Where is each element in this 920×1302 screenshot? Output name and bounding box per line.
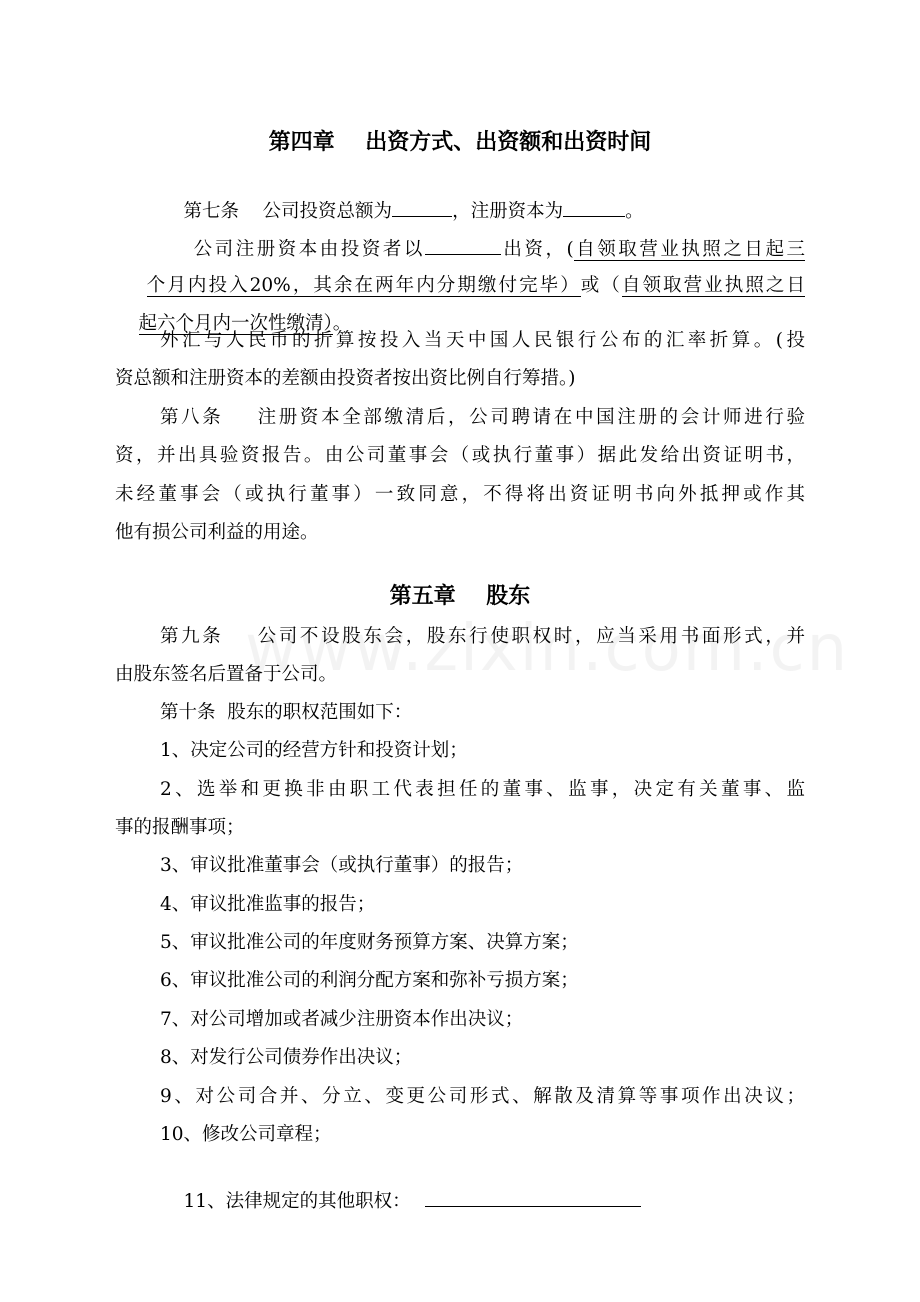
other-powers-blank[interactable] xyxy=(425,1186,641,1207)
chapter-5-heading: 第五章 股东 xyxy=(389,584,531,609)
capital-text-b: 出资，( xyxy=(500,239,574,260)
capital-option-1-part-1: 自领取营业执照之日起三 xyxy=(573,239,805,260)
power-item-11 xyxy=(160,1160,805,1241)
capital-text-or: 或（ xyxy=(580,275,622,296)
article-7-text-a: 第七条 公司投资总额为 xyxy=(183,201,393,222)
article-9-line-2: 由股东签名后置备于公司。 xyxy=(115,664,338,685)
power-item-9: 9、对公司合并、分立、变更公司形式、解散及清算等事项作出决议； xyxy=(160,1086,805,1107)
power-item-11-text: 11、法律规定的其他职权： xyxy=(183,1191,411,1212)
fx-paragraph-line-2: 资总额和注册资本的差额由投资者按出资比例自行筹措。) xyxy=(115,368,576,389)
article-7-text-c: 。 xyxy=(625,201,644,222)
power-item-2-line-2: 事的报酬事项； xyxy=(115,817,245,838)
capital-option-1-part-2: 个月内投入20%，其余在两年内分期缴付完毕） xyxy=(146,275,581,296)
article-9-line-1: 第九条 公司不设股东会，股东行使职权时，应当采用书面形式，并 xyxy=(160,626,805,647)
article-8-line-3: 未经董事会（或执行董事）一致同意，不得将出资证明书向外抵押或作其 xyxy=(115,484,805,505)
power-item-5: 5、审议批准公司的年度财务预算方案、决算方案； xyxy=(160,932,579,953)
chapter-4-heading: 第四章 出资方式、出资额和出资时间 xyxy=(268,130,652,155)
capital-text-end: 。 xyxy=(332,313,352,334)
power-item-6: 6、审议批准公司的利润分配方案和弥补亏损方案； xyxy=(160,970,579,991)
power-item-8: 8、对发行公司债券作出决议； xyxy=(160,1047,413,1068)
power-item-1: 1、决定公司的经营方针和投资计划； xyxy=(160,740,468,761)
capital-option-2-part-1: 自领取营业执照之日 xyxy=(621,275,805,296)
article-8-line-1: 第八条 注册资本全部缴清后，公司聘请在中国注册的会计师进行验 xyxy=(160,407,805,428)
article-8-line-2: 资，并出具验资报告。由公司董事会（或执行董事）据此发给出资证明书， xyxy=(115,445,805,466)
power-item-4: 4、审议批准监事的报告； xyxy=(160,894,376,915)
power-item-2-line-1: 2、选举和更换非由职工代表担任的董事、监事，决定有关董事、监 xyxy=(160,779,805,800)
power-item-3: 3、审议批准董事会（或执行董事）的报告； xyxy=(160,855,524,876)
capital-text-a: 公司注册资本由投资者以 xyxy=(193,239,425,260)
article-8-line-4: 他有损公司利益的用途。 xyxy=(115,522,319,543)
capital-option-2-part-2: 起六个月内一次性缴清） xyxy=(138,313,333,334)
power-item-7: 7、对公司增加或者减少注册资本作出决议； xyxy=(160,1009,524,1030)
article-10-intro: 第十条 股东的职权范围如下： xyxy=(160,702,413,723)
power-item-10: 10、修改公司章程； xyxy=(160,1124,332,1145)
article-7-text-b: ，注册资本为 xyxy=(452,201,564,222)
fx-paragraph-line-1: 外汇与人民币的折算按投入当天中国人民银行公布的汇率折算。(投 xyxy=(160,330,805,351)
